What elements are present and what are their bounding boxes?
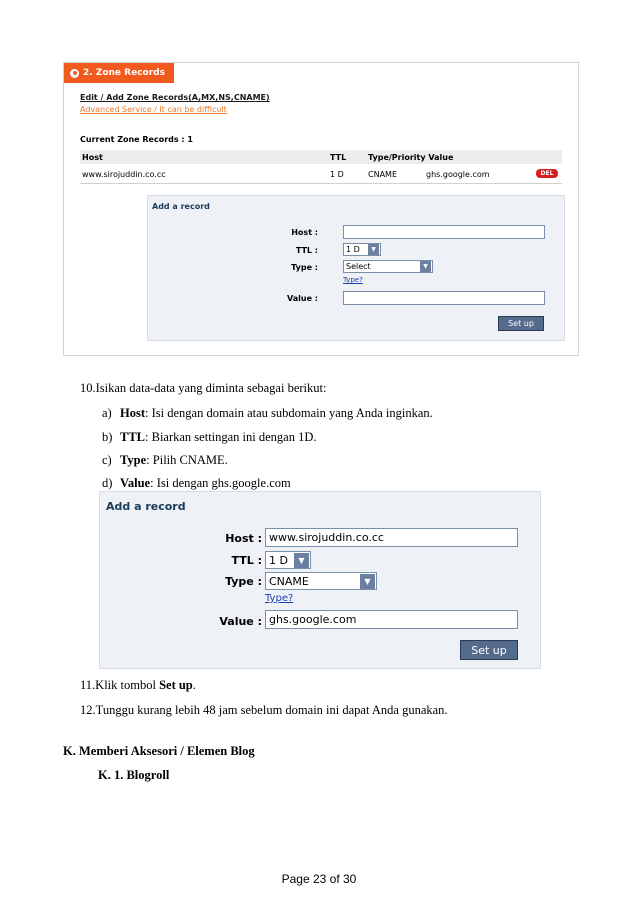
type-select[interactable] (343, 260, 433, 273)
host-label: Host : (225, 532, 262, 545)
step-11-prefix: 11.Klik tombol (80, 678, 160, 692)
list-text: : Biarkan settingan ini dengan 1D. (145, 430, 317, 444)
table-row (80, 165, 562, 184)
value-input[interactable] (343, 291, 545, 305)
type-select-value: CNAME (269, 574, 309, 588)
list-text: : Pilih CNAME. (146, 453, 228, 467)
ttl-label: TTL : (231, 554, 262, 567)
col-type-text: Type (368, 153, 389, 162)
col-host: Host (82, 153, 103, 162)
list-text: : Isi dengan ghs.google.com (150, 476, 291, 490)
col-value: Value (428, 153, 454, 162)
list-item (102, 476, 291, 491)
list-term: Host (120, 406, 145, 420)
type-select[interactable] (265, 572, 377, 590)
list-item (102, 453, 228, 468)
row-type: CNAME (368, 170, 397, 179)
records-table-header (80, 150, 562, 164)
advanced-service-link[interactable]: Advanced Service / It can be difficult (80, 105, 227, 114)
ttl-label-text: TTL (295, 246, 313, 255)
value-input[interactable]: ghs.google.com (265, 610, 518, 629)
list-term: Value (120, 476, 151, 490)
list-item (102, 406, 433, 421)
host-input[interactable] (343, 225, 545, 239)
col-ttl: TTL (330, 153, 347, 162)
ttl-select[interactable] (343, 243, 381, 256)
list-text: : Isi dengan domain atau subdomain yang Anda inginkan. (145, 406, 433, 420)
ttl-select-value: 1 D (269, 553, 288, 567)
type-help-link[interactable]: Type? (265, 593, 294, 604)
row-ttl: 1 D (330, 170, 344, 179)
add-record-panel (147, 195, 565, 341)
ttl-select-value: 1 D (346, 245, 360, 254)
type-help-link[interactable]: Type? (343, 276, 363, 284)
list-term: TTL (120, 430, 146, 444)
delete-button[interactable]: DEL (536, 169, 558, 178)
edit-zone-records-link[interactable]: Edit / Add Zone Records(A,MX,NS,CNAME) (80, 93, 270, 102)
setup-button[interactable]: Set up (460, 640, 518, 660)
step-11-term: Set up (159, 678, 193, 692)
row-host: www.sirojuddin.co.cc (82, 170, 166, 179)
list-item (102, 430, 317, 445)
list-marker: d) (102, 476, 113, 490)
chevron-down-icon: ▼ (420, 261, 431, 272)
type-label-text: Type (225, 575, 254, 588)
col-type: Type/Priority Value (368, 153, 454, 162)
type-select-value: Select (346, 262, 371, 271)
step-11-suffix: . (192, 678, 196, 692)
ttl-label: TTL : (295, 246, 318, 255)
type-label: Type : (225, 575, 262, 588)
radio-dot-icon (70, 69, 79, 78)
host-label-text: Host (225, 532, 254, 545)
list-marker: c) (102, 453, 112, 467)
zone-records-tab-label: 2. Zone Records (83, 68, 165, 78)
zone-records-tab[interactable] (64, 63, 174, 83)
step-11-text (80, 678, 196, 693)
zone-records-screenshot (63, 62, 579, 356)
step-12-text: 12.Tunggu kurang lebih 48 jam sebelum domain ini dapat Anda gunakan. (80, 703, 448, 717)
host-label-text: Host (291, 228, 313, 237)
col-priority: Priority (391, 153, 426, 162)
value-label: Value : (287, 294, 318, 303)
ttl-label-text: TTL (231, 554, 254, 567)
page-footer: Page 23 of 30 (281, 872, 357, 886)
add-record-screenshot (99, 491, 541, 669)
list-marker: a) (102, 406, 112, 420)
step-10-text: 10.Isikan data-data yang diminta sebagai berikut: (80, 381, 327, 395)
list-marker: b) (102, 430, 113, 444)
row-value: ghs.google.com (426, 170, 490, 179)
add-record-title: Add a record (152, 202, 210, 211)
value-label-text: Value (219, 615, 254, 628)
current-zone-records-label: Current Zone Records : 1 (80, 135, 193, 144)
chevron-down-icon: ▼ (368, 244, 379, 255)
type-label-text: Type (291, 263, 313, 272)
list-term: Type (120, 453, 147, 467)
ttl-select[interactable] (265, 551, 311, 569)
value-label-text: Value (287, 294, 313, 303)
add-record-title: Add a record (106, 500, 186, 513)
chevron-down-icon: ▼ (294, 553, 309, 568)
host-input[interactable]: www.sirojuddin.co.cc (265, 528, 518, 547)
section-heading: K. Memberi Aksesori / Elemen Blog (63, 744, 255, 758)
host-label: Host : (291, 228, 318, 237)
setup-button[interactable]: Set up (498, 316, 544, 331)
value-label: Value : (219, 615, 262, 628)
type-label: Type : (291, 263, 318, 272)
chevron-down-icon: ▼ (360, 574, 375, 589)
subsection-heading: K. 1. Blogroll (98, 768, 170, 782)
